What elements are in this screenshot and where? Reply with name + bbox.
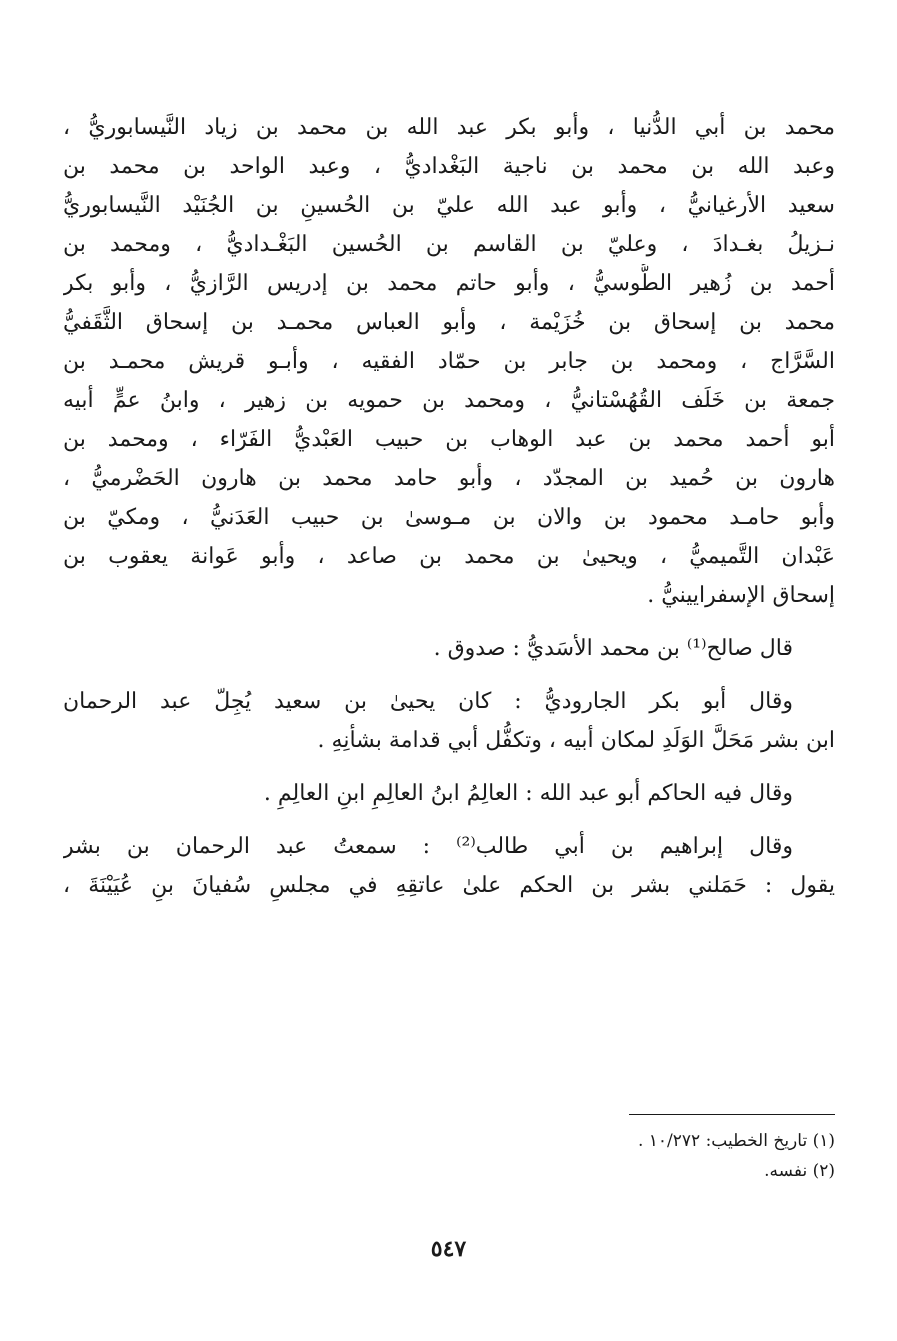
text-line: وقال أبو بكر الجاروديُّ : كان يحيىٰ بن سعيد يُجِلّ عبد الرحمان <box>63 689 793 714</box>
footnotes <box>63 1126 835 1186</box>
page-number: ٥٤٧ <box>430 1236 467 1262</box>
text-line: وعبد الله بن محمد بن ناجية البَغْداديُّ ، وعبد الواحد بن محمد بن <box>63 154 835 179</box>
text-line: ابن بشر مَحَلَّ الوَلَدِ لمكان أبيه ، وتكفُّل أبي قدامة بشأنِهِ . <box>317 728 835 753</box>
text-line: قال صالح⁽¹⁾ بن محمد الأسَديُّ : صدوق . <box>433 636 793 661</box>
text-line: السَّرَّاج ، ومحمد بن جابر بن حمّاد الفقيه ، وأبـو قريش محمـد بن <box>63 349 835 374</box>
text-line: هارون بن حُميد بن المجدّد ، وأبو حامد محمد بن هارون الحَضْرميُّ ، <box>63 466 835 491</box>
footnote-separator <box>629 1114 835 1115</box>
text-line: وأبو حامـد محمود بن والان بن مـوسىٰ بن حبيب العَدَنيُّ ، ومكيّ بن <box>63 505 835 530</box>
text-line: عَبْدان التَّميميُّ ، ويحيىٰ بن محمد بن صاعد ، وأبو عَوانة يعقوب بن <box>63 544 835 569</box>
text-line: أحمد بن زُهير الطُّوسيُّ ، وأبو حاتم محمد بن إدريس الرَّازيُّ ، وأبو بكر <box>63 271 835 296</box>
text-line: وقال فيه الحاكم أبو عبد الله : العالِمُ ابنُ العالِمِ ابنِ العالِمِ . <box>263 781 793 806</box>
paragraph-hakim <box>63 774 835 813</box>
paragraph-jarudi <box>63 682 835 760</box>
text-line: أبو أحمد محمد بن عبد الوهاب بن حبيب العَبْديُّ الفَرّاء ، ومحمد بن <box>63 427 835 452</box>
main-text <box>63 108 835 905</box>
footnote-1: (١) تاريخ الخطيب: ١٠/٢٧٢ . <box>637 1131 835 1151</box>
text-line: يقول : حَمَلني بشر بن الحكم علىٰ عاتقِهِ في مجلسِ سُفيانَ بنِ عُيَيْنَةَ ، <box>63 873 835 898</box>
footnote-2: (٢) نفسه. <box>764 1161 835 1181</box>
text-line: محمد بن أبي الدُّنيا ، وأبو بكر عبد الله بن محمد بن زياد النَّيسابوريُّ ، <box>63 115 835 140</box>
text-line: محمد بن إسحاق بن خُزَيْمة ، وأبو العباس محمـد بن إسحاق الثَّقَفيُّ <box>63 310 835 335</box>
text-line: إسحاق الإسفرايينيُّ . <box>647 583 835 608</box>
text-line: جمعة بن خَلَف القُهُسْتانيُّ ، ومحمد بن حمويه بن زهير ، وابنُ عمٍّ أبيه <box>63 388 835 413</box>
paragraph-ibrahim <box>63 827 835 905</box>
text-line: وقال إبراهيم بن أبي طالب⁽²⁾ : سمعتُ عبد الرحمان بن بشر <box>63 834 793 859</box>
text-line: نـزيلُ بغـدادَ ، وعليّ بن القاسم بن الحُسين البَغْـداديُّ ، ومحمد بن <box>63 232 835 257</box>
text-line: سعيد الأرغيانيُّ ، وأبو عبد الله عليّ بن الحُسينِ بن الجُنَيْد النَّيسابوريُّ <box>63 193 835 218</box>
paragraph-salih <box>63 629 835 668</box>
paragraph-narrators <box>63 108 835 615</box>
